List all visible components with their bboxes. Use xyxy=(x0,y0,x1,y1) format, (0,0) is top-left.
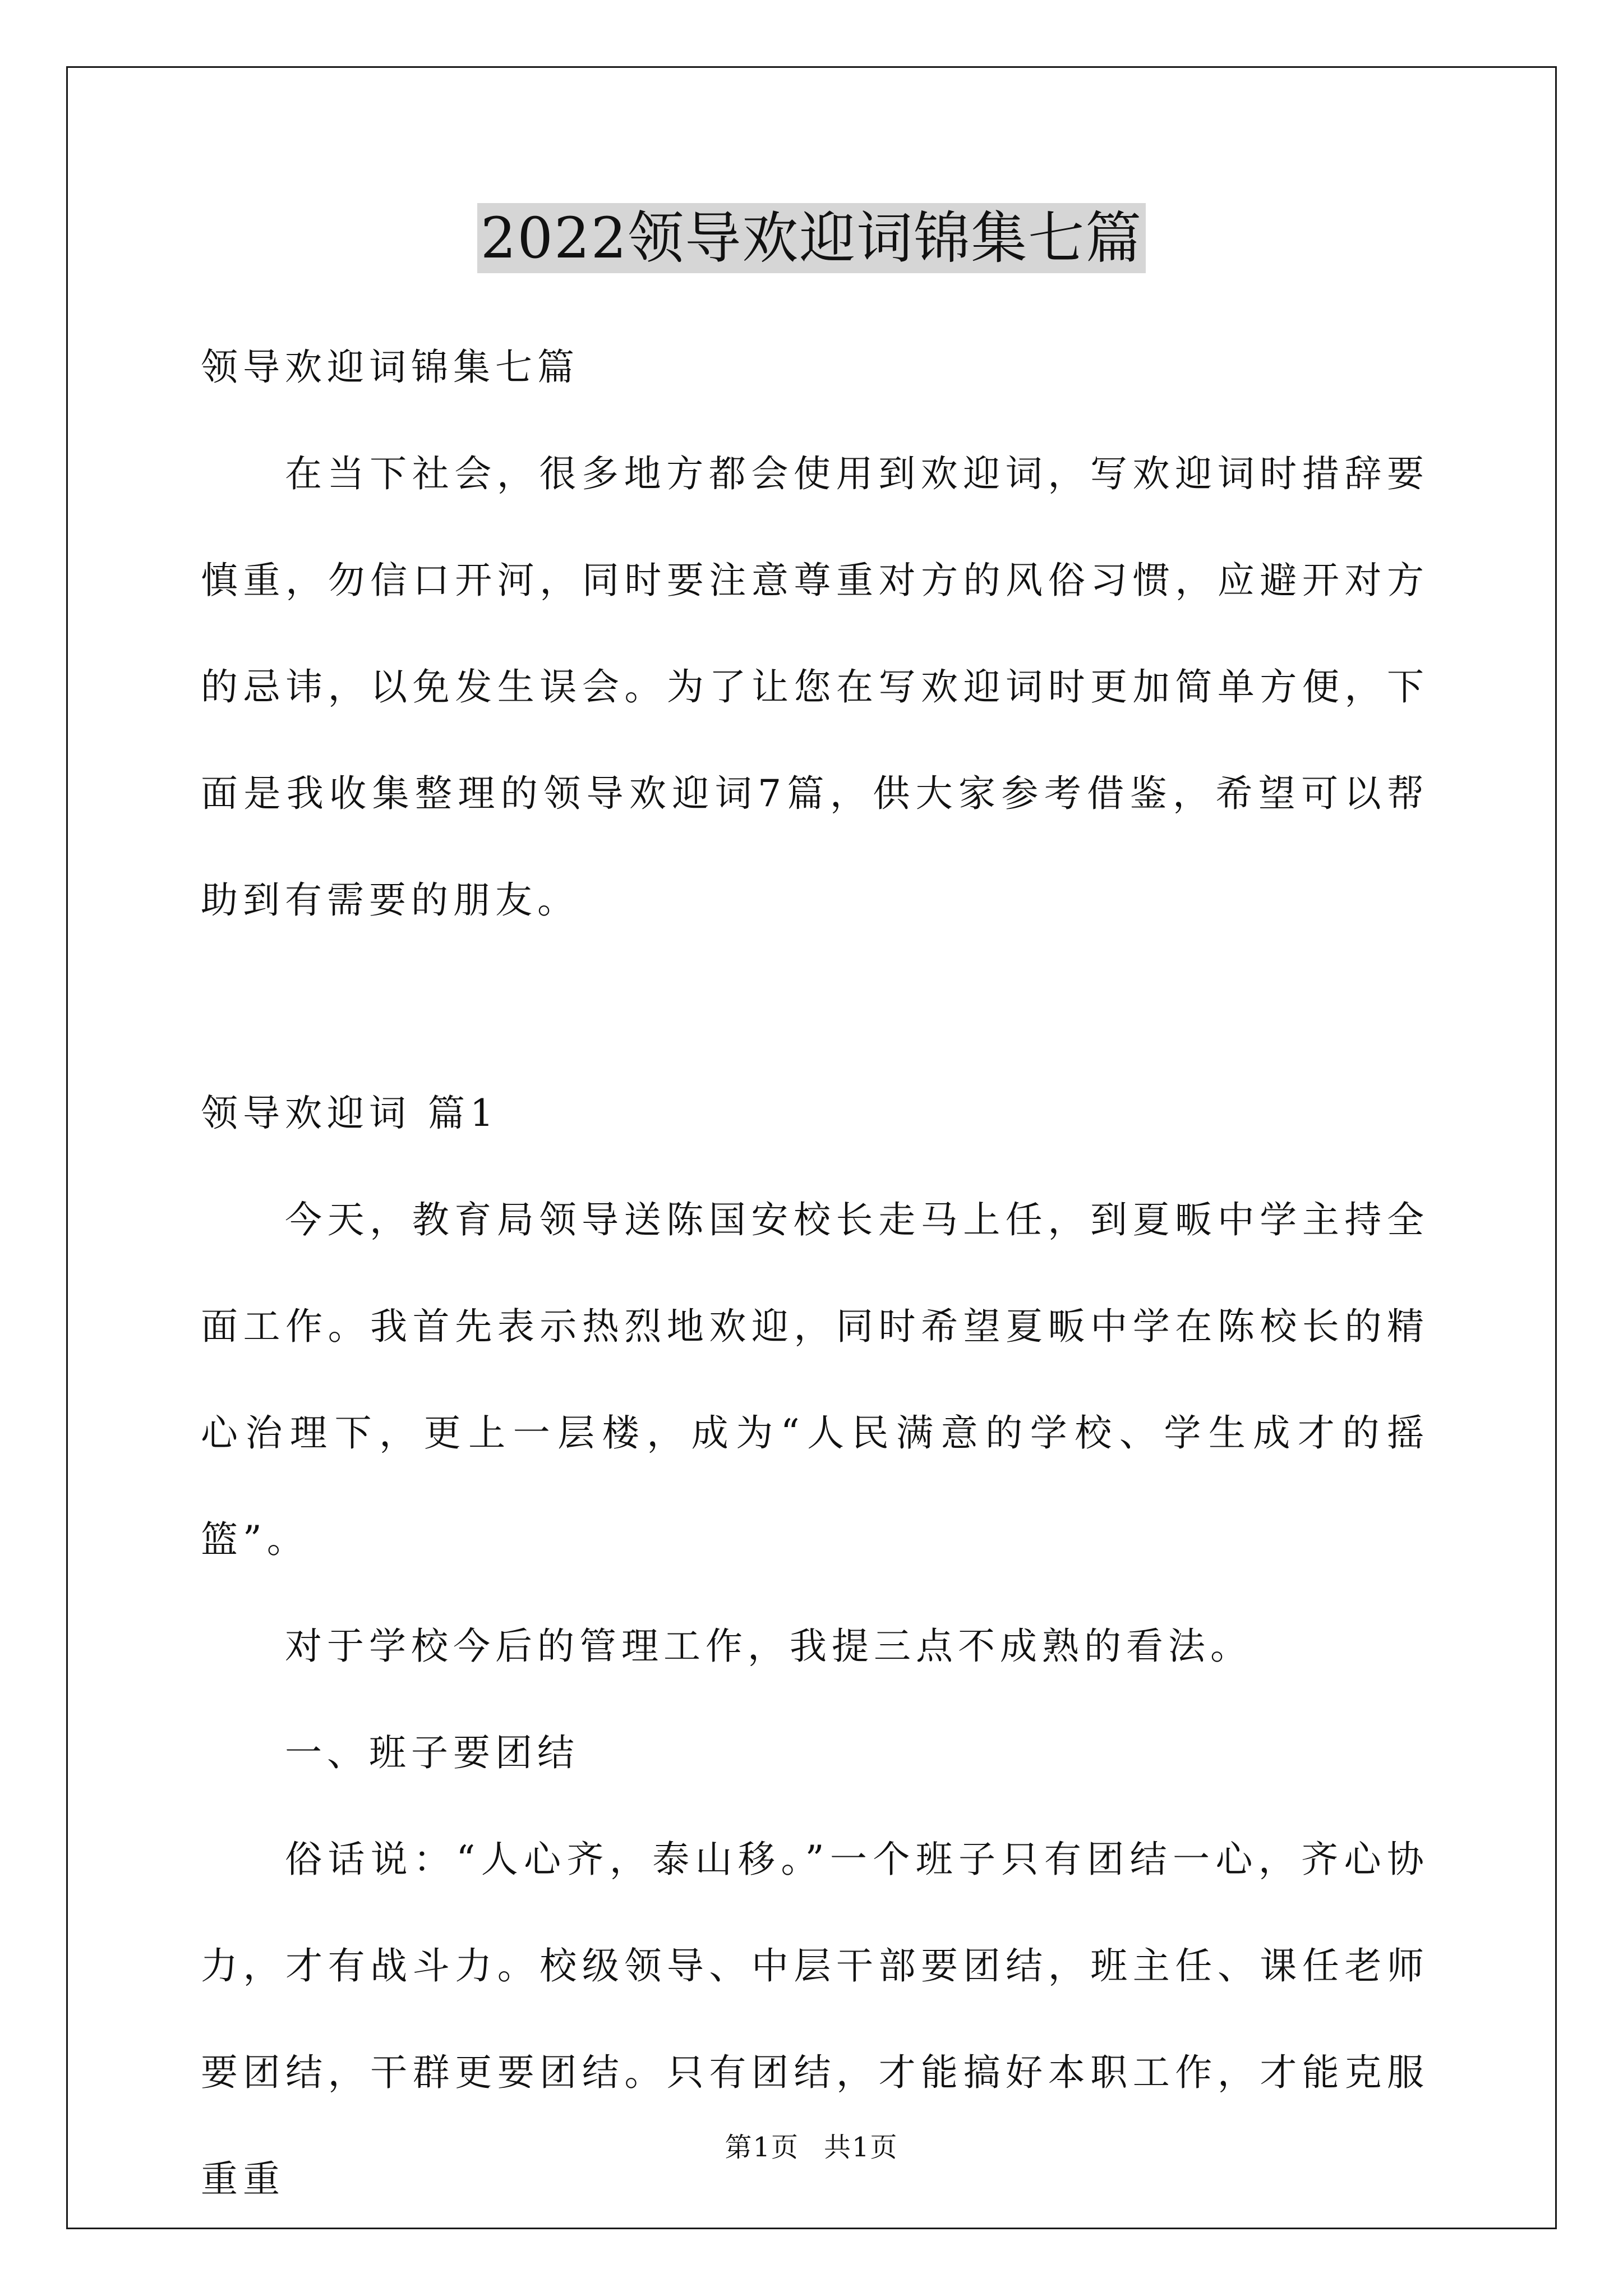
page-footer xyxy=(0,2131,1623,2164)
document-body xyxy=(201,314,1429,2233)
document-subtitle: 领导欢迎词锦集七篇 xyxy=(201,346,579,389)
body-paragraph: 今天，教育局领导送陈国安校长走马上任，到夏畈中学主持全面工作。我首先表示热烈地欢迎，同时希望夏畈中学在陈校长的精心治理下，更上一层楼，成为“人民满意的学校、学生成才的摇篮”。 xyxy=(201,1198,1429,1561)
point-heading: 一、班子要团结 xyxy=(285,1731,579,1774)
intro-paragraph: 在当下社会，很多地方都会使用到欢迎词，写欢迎词时措辞要慎重，勿信口开河，同时要注意尊重对方的风俗习惯，应避开对方的忌讳，以免发生误会。为了让您在写欢迎词时更加简单方便，下面是我收集整理的领导欢迎词7篇，供大家参考借鉴，希望可以帮助到有需要的朋友。 xyxy=(201,452,1429,922)
body-paragraph: 对于学校今后的管理工作，我提三点不成熟的看法。 xyxy=(285,1625,1252,1668)
document-title xyxy=(0,202,1623,275)
document-title-text: 2022领导欢迎词锦集七篇 xyxy=(477,203,1146,273)
section-heading: 领导欢迎词 篇1 xyxy=(201,1092,499,1135)
page-number: 第1页 xyxy=(725,2132,799,2163)
page-total: 共1页 xyxy=(824,2132,898,2163)
body-paragraph: 俗话说：“人心齐，泰山移。”一个班子只有团结一心，齐心协力，才有战斗力。校级领导、中层干部要团结，班主任、课任老师要团结，干群更要团结。只有团结，才能搞好本职工作，才能克服重重 xyxy=(201,1838,1429,2201)
